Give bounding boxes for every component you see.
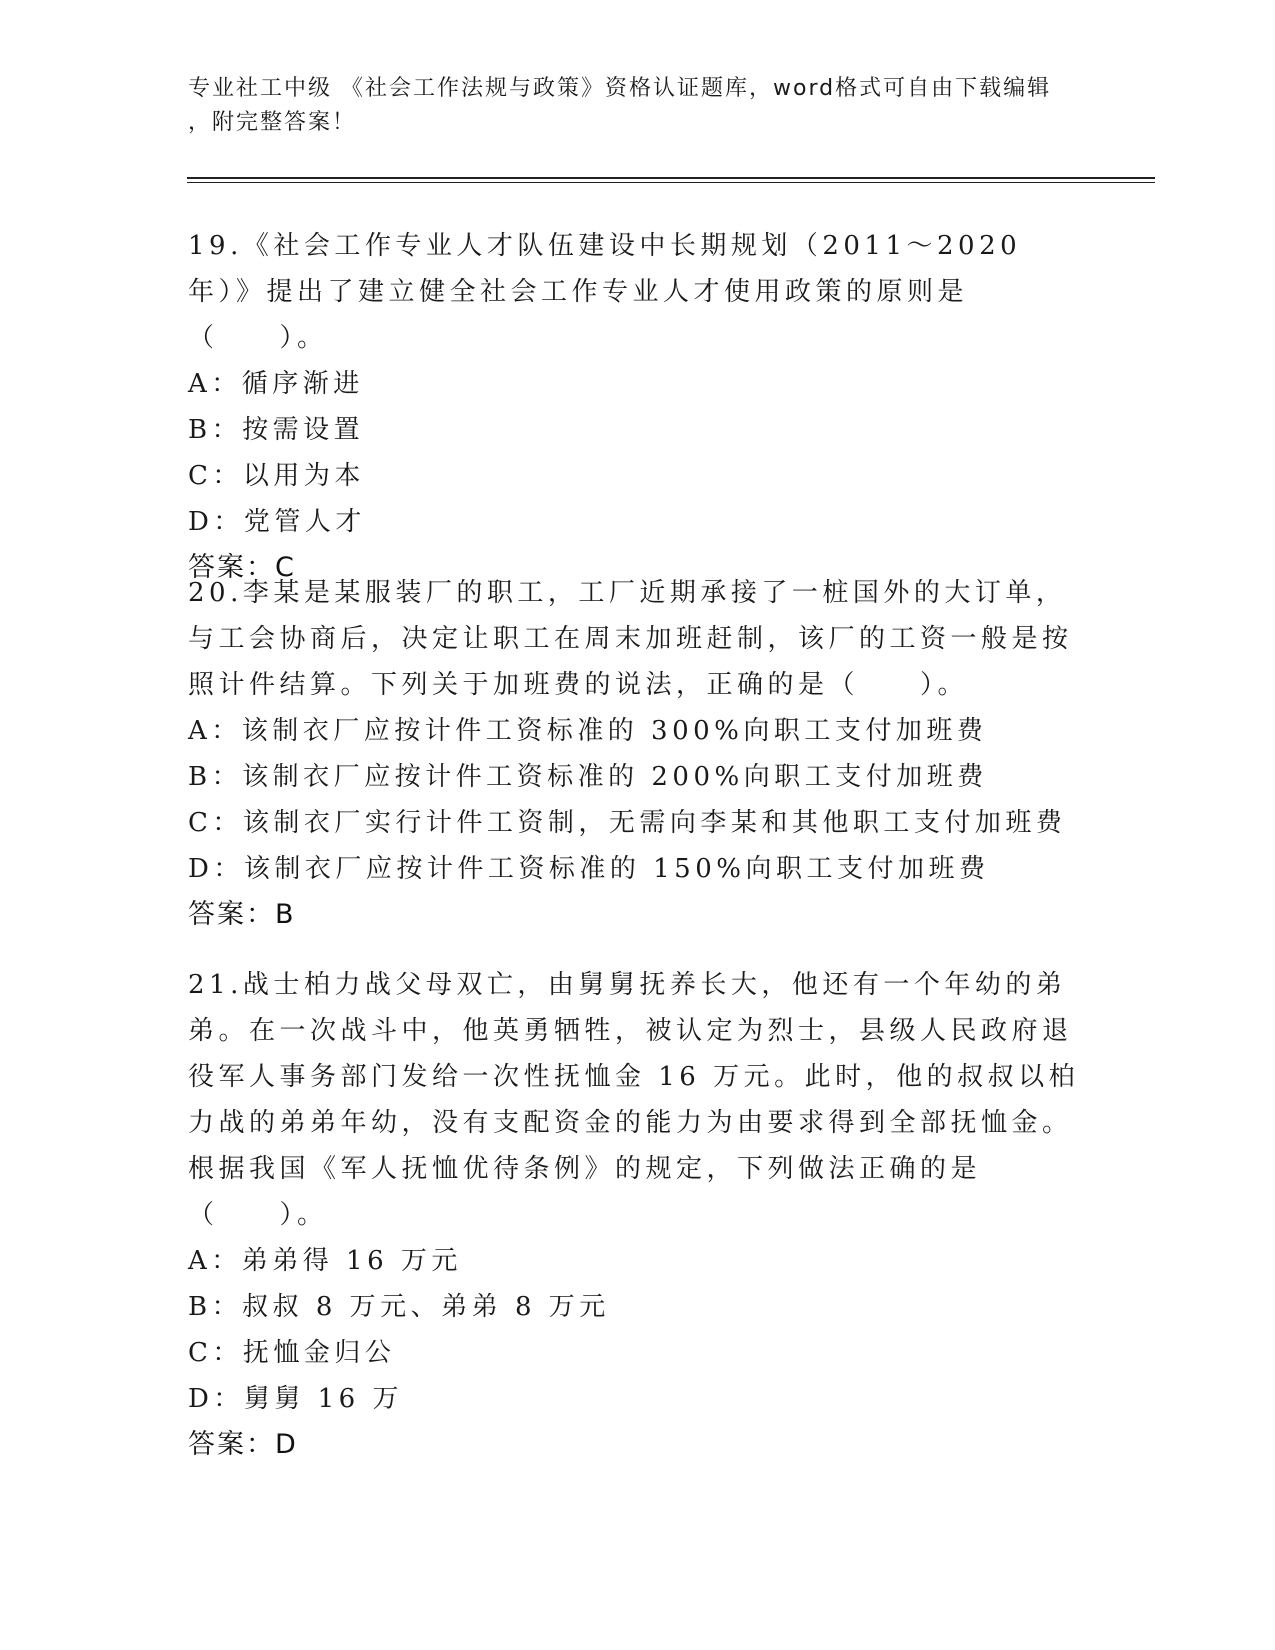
answer-value: D xyxy=(275,1429,298,1460)
question-stem: 20.李某是某服装厂的职工，工厂近期承接了一桩国外的大订单，与工会协商后，决定让职工在周末加班赶制，该厂的工资一般是按照计件结算。下列关于加班费的说法，正确的是（ ）。 xyxy=(188,578,1073,700)
answer-line xyxy=(188,1422,1088,1468)
answer-line xyxy=(188,892,1088,938)
option-d: D：舅舅 16 万 xyxy=(188,1384,403,1414)
answer-value: B xyxy=(275,899,296,930)
header-divider xyxy=(187,177,1155,183)
option-b: B：按需设置 xyxy=(188,415,365,445)
question-19 xyxy=(188,223,1088,591)
question-21 xyxy=(188,962,1088,1468)
header-line-1: 专业社工中级 《社会工作法规与政策》资格认证题库，word格式可自由下载编辑 xyxy=(188,76,1052,101)
option-b: B：该制衣厂应按计件工资标准的 200%向职工支付加班费 xyxy=(188,762,988,792)
option-c: C：该制衣厂实行计件工资制，无需向李某和其他职工支付加班费 xyxy=(188,808,1067,838)
option-c: C：以用为本 xyxy=(188,461,365,491)
question-stem: 19.《社会工作专业人才队伍建设中长期规划（2011～2020 年）》提出了建立健全社会工作专业人才使用政策的原则是（ ）。 xyxy=(188,231,1022,353)
option-d: D：党管人才 xyxy=(188,507,366,537)
answer-label: 答案： xyxy=(188,1429,275,1460)
option-a: A：弟弟得 16 万元 xyxy=(188,1246,462,1276)
question-20 xyxy=(188,570,1088,938)
answer-value: C xyxy=(275,552,296,583)
header-line-2: ，附完整答案！ xyxy=(188,110,357,135)
option-a: A：循序渐进 xyxy=(188,369,364,399)
answer-label: 答案： xyxy=(188,899,275,930)
option-b: B：叔叔 8 万元、弟弟 8 万元 xyxy=(188,1292,610,1322)
option-c: C：抚恤金归公 xyxy=(188,1338,396,1368)
option-d: D：该制衣厂应按计件工资标准的 150%向职工支付加班费 xyxy=(188,854,990,884)
answer-label: 答案： xyxy=(188,552,275,583)
question-stem: 21.战士柏力战父母双亡，由舅舅抚养长大，他还有一个年幼的弟弟。在一次战斗中，他英勇牺牲，被认定为烈士，县级人民政府退役军人事务部门发给一次性抚恤金 16 万元。此时，他的叔叔以柏力战的弟弟年幼，没有支配资金的能力为由要求得到全部抚恤金。根据我国《军人抚恤优待条例》的规定，下列做法正确的是（ ）。 xyxy=(188,970,1080,1230)
document-header xyxy=(188,72,1088,140)
option-a: A：该制衣厂应按计件工资标准的 300%向职工支付加班费 xyxy=(188,716,988,746)
